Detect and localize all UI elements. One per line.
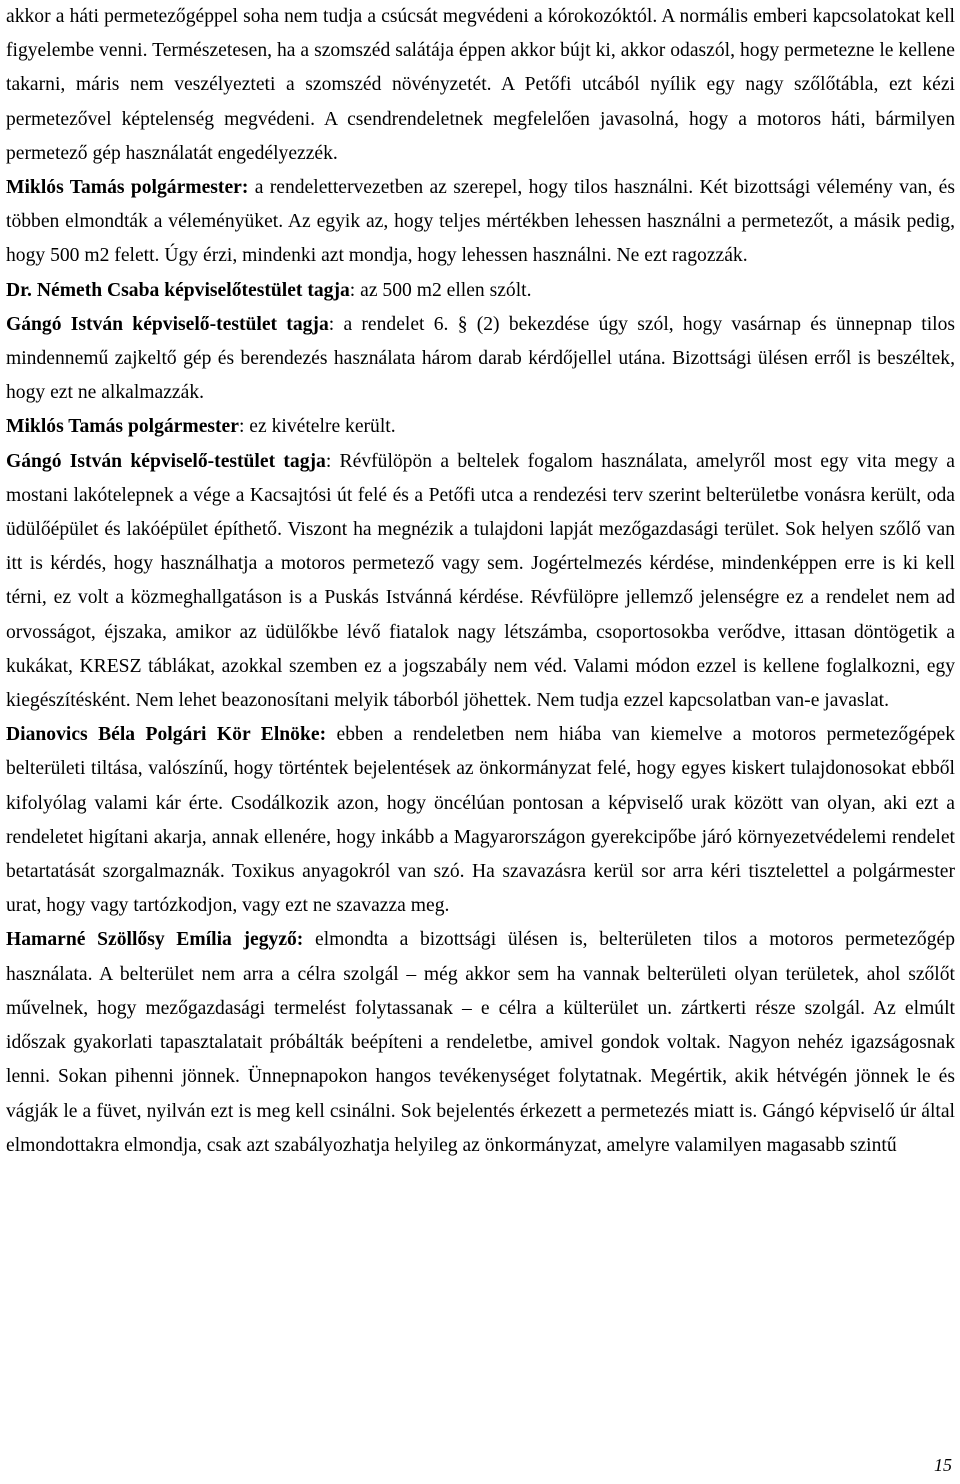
speaker-colon: : <box>349 279 356 301</box>
speaker-name: Gángó István képviselő-testület tagja <box>6 313 329 335</box>
speaker-name: Miklós Tamás polgármester <box>6 416 239 438</box>
speaker-colon: : <box>328 313 335 335</box>
speaker-name: Hamarné Szöllősy Emília jegyző: <box>6 929 304 951</box>
paragraph-1 <box>6 0 955 171</box>
paragraph-2 <box>6 171 955 274</box>
paragraph-text: elmondta a bizottsági ülésen is, belterületen tilos a motoros permetezőgép használata. A belterület nem arra a célra szolgál – még akkor sem ha vannak belterületi olyan területek, ahol szőlőt művelnek, hogy mezőgazdasági termelést folytassanak – e célra a külterület un. zártkerti része szolgál. Az elmúlt időszak gyakorlati tapasztalatait próbálták beépíteni a rendeletbe, amivel gondok voltak. Nagyon nehéz igazságosnak lenni. Sokan pihenni jönnek. Ünnepnapokon hangos tevékenységet folytatnak. Megértik, akik hétvégén jönnek le és vágják le a füvet, nyilván ezt is meg kell csinálni. Sok bejelentés érkezett a permetezés miatt is. Gángó képviselő úr által elmondottakra elmondja, csak azt szabályozhatja helyileg az önkormányzat, amelyre valamilyen magasabb szintű <box>6 929 955 1156</box>
paragraph-5 <box>6 410 955 444</box>
paragraph-text: az 500 m2 ellen szólt. <box>355 279 532 301</box>
speaker-name: Gángó István képviselő-testület tagja <box>6 450 326 472</box>
page-number: 15 <box>934 1455 952 1475</box>
paragraph-text: a rendelettervezetben az szerepel, hogy tilos használni. Két bizottsági vélemény van, és többen elmondták a véleményüket. Az egyik az, hogy teljes mértékben lehessen használni a permetezőt, a másik pedig, hogy 500 m2 felett. Úgy érzi, mindenki azt mondja, hogy lehessen használni. Ne ezt ragozzák. <box>6 177 956 267</box>
paragraph-text: ebben a rendeletben nem hiába van kiemelve a motoros permetezőgépek belterületi tiltása, valószínű, hogy történtek bejelentések az önkormányzat felé, hogy egyes kiskert tulajdonosokat ebből kifolyólag valami kár érte. Csodálkozik azon, hogy öncélúan pontosan a képviselő urak között van olyan, aki ezt a rendeletet higítani akarja, annak ellenére, hogy inkább a Magyarországon gyerekcipőbe járó környezetvédelemi rendelet betartatását szorgalmaznák. Toxikus anyagokról van szó. Ha szavazásra kerül sor arra kéri tisztelettel a polgármester urat, hogy vagy tartózkodjon, vagy ezt ne szavazza meg. <box>6 724 955 917</box>
speaker-colon: : <box>325 450 332 472</box>
paragraph-text: akkor a háti permetezőgéppel soha nem tudja a csúcsát megvédeni a kórokozóktól. A normális emberi kapcsolatokat kell figyelembe venni. Természetesen, ha a szomszéd salátája éppen akkor bújt ki, akkor odaszól, hogy permetezne le kellene takarni, máris nem veszélyezteti a szomszéd növényzetét. A Petőfi utcából nyílik egy nagy szőlőtábla, ezt kézi permetezővel képtelenség megvédeni. A csendrendeletnek megfelelően javasolná, hogy a motoros háti, bármilyen permetező gép használatát engedélyezzék. <box>6 6 955 164</box>
speaker-name: Miklós Tamás polgármester: <box>6 177 249 199</box>
paragraph-3 <box>6 274 955 308</box>
paragraph-text: Révfülöpön a beltelek fogalom használata, amelyről most egy vita megy a mostani lakótelepnek a vége a Kacsajtósi út felé és a Petőfi utca a rendezési terv szerint belterületbe vonásra került, oda üdülőépület és lakóépület építhető. Viszont ha megnézik a tulajdoni lapját mezőgazdasági terület. Sok helyen szőlő van itt is kérdés, hogy használhatja a motoros permetező vagy sem. Jogértelmezés kérdése, mindenképpen erre is ki kell térni, ez volt a közmeghallgatáson is a Puskás Istvánná kérdése. Révfülöpre jellemző jelenségre ez a rendelet nem ad orvosságot, éjszaka, amikor az üdülőkbe lévő fiatalok nagy létszámba, csoportosokba verődve, ittasan döntögetik a kukákat, KRESZ táblákat, azokkal szemben ez a jogszabály nem véd. Valami módon ezzel is kellene foglalkozni, egy kiegészítésként. Nem lehet beazonosítani melyik táborból jöhettek. Nem tudja ezzel kapcsolatban van-e javaslat. <box>6 450 955 712</box>
speaker-name: Dianovics Béla Polgári Kör Elnöke: <box>6 724 327 746</box>
paragraph-8 <box>6 923 955 1162</box>
paragraph-7 <box>6 718 955 923</box>
document-page <box>6 0 955 1163</box>
paragraph-4 <box>6 308 955 411</box>
speaker-name: Dr. Németh Csaba képviselőtestület tagja <box>6 279 350 301</box>
speaker-colon: : <box>238 416 245 438</box>
paragraph-text: a rendelet 6. § (2) bekezdése úgy szól, hogy vasárnap és ünnepnap tilos mindennemű zajkeltő gép és berendezés használata három darab kérdőjellel utána. Bizottsági ülésen erről is beszéltek, hogy ezt ne alkalmazzák. <box>6 313 956 404</box>
paragraph-6 <box>6 445 955 719</box>
paragraph-text: ez kivételre került. <box>244 416 396 438</box>
